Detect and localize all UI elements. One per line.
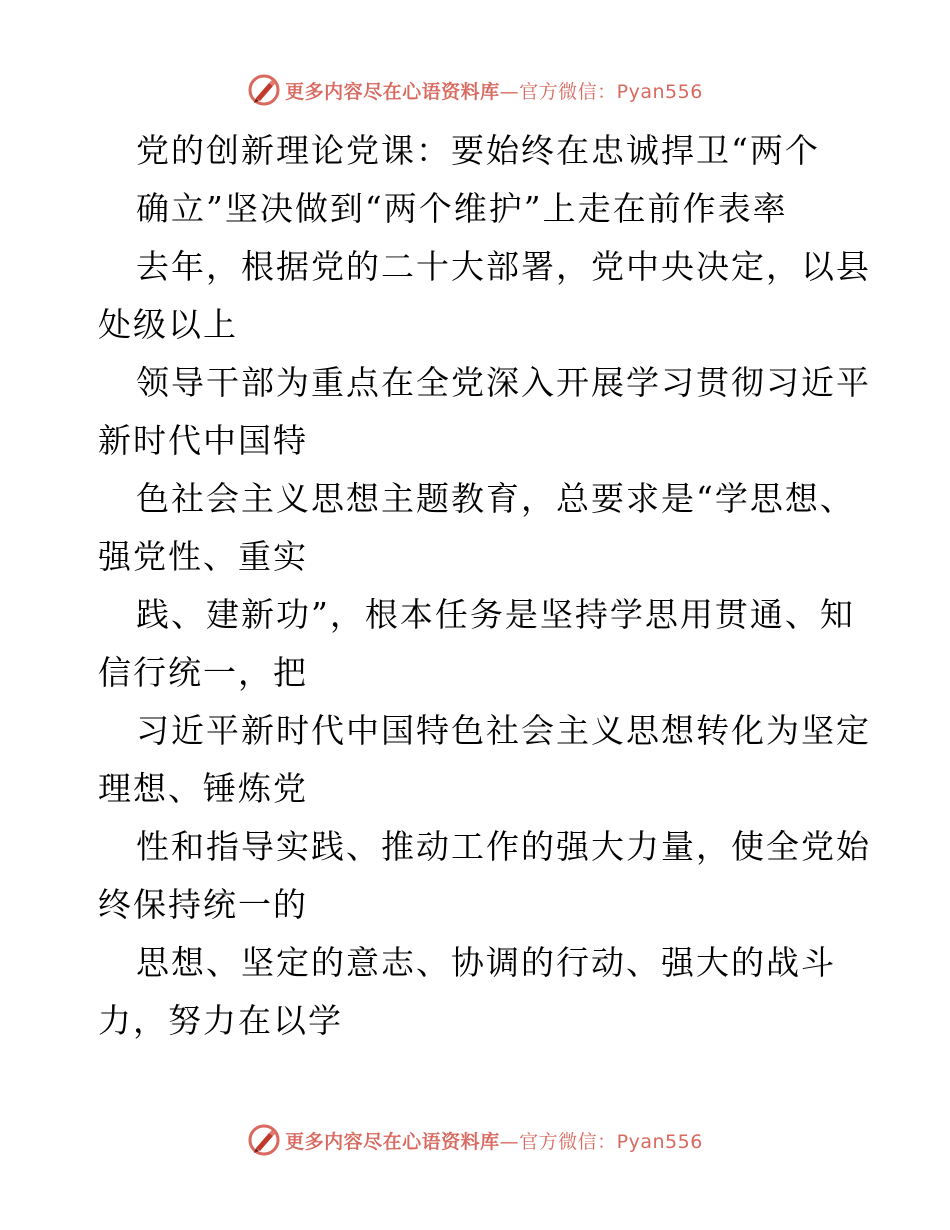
text-line: 处级以上	[98, 305, 238, 344]
text-line: 理想、锤炼党	[98, 769, 308, 808]
header-watermark-banner	[0, 70, 950, 110]
document-body	[98, 122, 871, 1050]
pen-logo-icon	[247, 73, 281, 107]
banner-wechat-text: 官方微信：Pyan556	[519, 1130, 703, 1153]
text-line: 力，努力在以学	[98, 1001, 343, 1040]
banner-main-text: 更多内容尽在心语资料库	[285, 80, 500, 103]
text-line: 去年，根据党的二十大部署，党中央决定，以县	[136, 247, 871, 286]
pen-logo-icon	[247, 1123, 281, 1157]
banner-dash: —	[499, 1130, 520, 1153]
text-line: 领导干部为重点在全党深入开展学习贯彻习近平	[136, 363, 871, 402]
banner-text	[285, 1127, 703, 1154]
footer-watermark-banner	[0, 1120, 950, 1160]
text-line: 思想、坚定的意志、协调的行动、强大的战斗	[136, 943, 836, 982]
text-line: 习近平新时代中国特色社会主义思想转化为坚定	[136, 711, 871, 750]
text-line: 终保持统一的	[98, 885, 308, 924]
text-line: 践、建新功”，根本任务是坚持学思用贯通、知	[136, 595, 855, 634]
banner-wechat-text: 官方微信：Pyan556	[519, 80, 703, 103]
text-line: 性和指导实践、推动工作的强大力量，使全党始	[136, 827, 871, 866]
text-line: 强党性、重实	[98, 537, 308, 576]
text-line: 党的创新理论党课：要始终在忠诚捍卫“两个	[136, 131, 820, 170]
banner-dash: —	[499, 80, 520, 103]
text-line: 确立”坚决做到“两个维护”上走在前作表率	[136, 189, 788, 228]
banner-text	[285, 77, 703, 104]
banner-main-text: 更多内容尽在心语资料库	[285, 1130, 500, 1153]
text-line: 新时代中国特	[98, 421, 308, 460]
text-line: 色社会主义思想主题教育，总要求是“学思想、	[136, 479, 855, 518]
text-line: 信行统一，把	[98, 653, 308, 692]
